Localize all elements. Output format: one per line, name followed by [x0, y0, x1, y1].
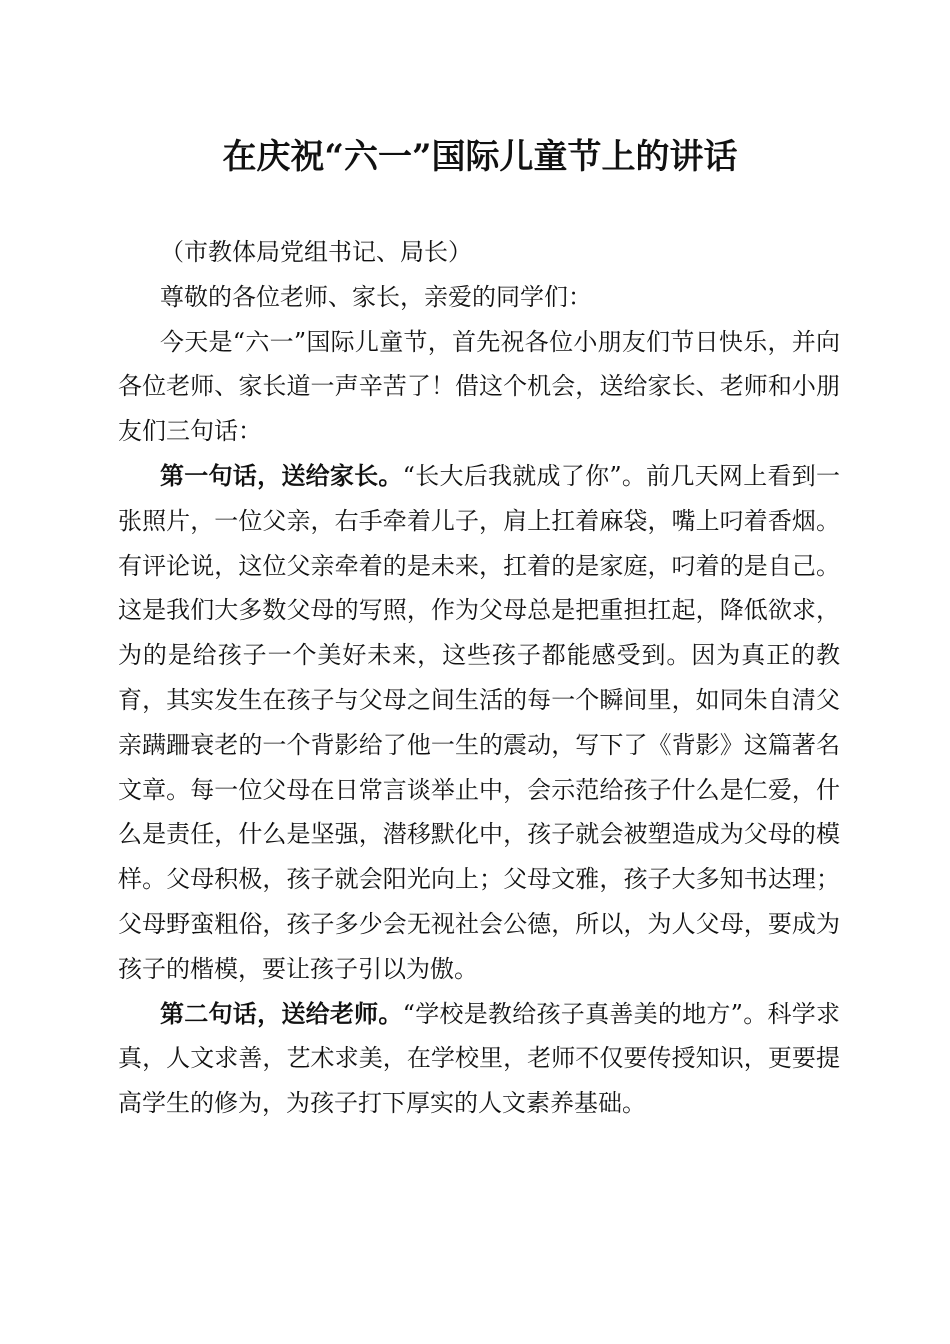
section-2-paragraph [118, 992, 840, 1126]
document-title: 在庆祝“六一”国际儿童节上的讲话 [222, 137, 738, 177]
section-2-text: “学校是教给孩子真善美的地方”。科学求真，人文求善，艺术求美，在学校里，老师不仅要传授知识，更要提高学生的修为，为孩子打下厚实的人文素养基础。 [118, 999, 841, 1118]
section-1-lead: 第一句话，送给家长。 [160, 460, 403, 490]
section-2-lead: 第二句话，送给老师。 [160, 998, 403, 1028]
section-1-paragraph [118, 454, 840, 992]
intro-paragraph: 今天是“六一”国际儿童节，首先祝各位小朋友们节日快乐，并向各位老师、家长道一声辛苦了！借这个机会，送给家长、老师和小朋友们三句话： [118, 327, 840, 446]
document-body [118, 230, 840, 1126]
section-1-text: “长大后我就成了你”。前几天网上看到一张照片，一位父亲，右手牵着儿子，肩上扛着麻袋，嘴上叼着香烟。有评论说，这位父亲牵着的是未来，扛着的是家庭，叼着的是自己。这是我们大多数父母的写照，作为父母总是把重担扛起，降低欲求，为的是给孩子一个美好未来，这些孩子都能感受到。因为真正的教育，其实发生在孩子与父母之间生活的每一个瞬间里，如同朱自清父亲蹒跚衰老的一个背影给了他一生的震动，写下了《背影》这篇著名文章。每一位父母在日常言谈举止中，会示范给孩子什么是仁爱，什么是责任，什么是坚强，潜移默化中，孩子就会被塑造成为父母的模样。父母积极，孩子就会阳光向上；父母文雅，孩子大多知书达理；父母野蛮粗俗，孩子多少会无视社会公德，所以，为人父母，要成为孩子的楷模，要让孩子引以为傲。 [118, 461, 841, 983]
author-line: （市教体局党组书记、局长） [160, 238, 472, 266]
salutation: 尊敬的各位老师、家长，亲爱的同学们： [160, 282, 592, 311]
